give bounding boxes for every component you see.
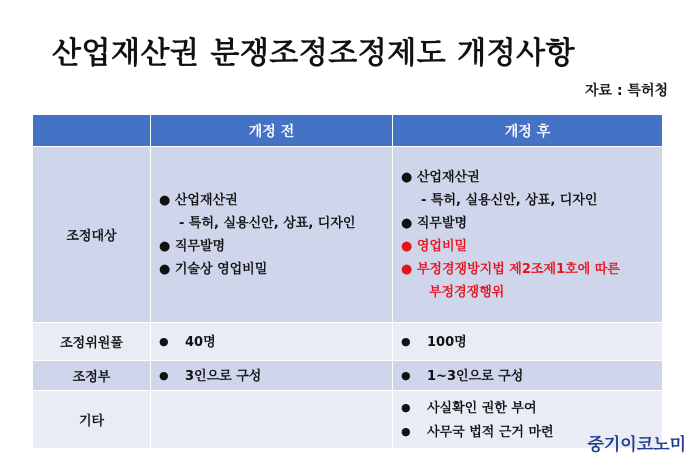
item-list: [393, 166, 662, 304]
list-item-highlight: ● 영업비밀: [401, 238, 468, 254]
bullet-icon: ●: [159, 334, 169, 348]
page-title: 산업재산권 분쟁조정조정제도 개정사항: [52, 36, 576, 71]
cell-after: [393, 361, 663, 391]
source-label: 자료 : 특허청: [585, 83, 668, 99]
header-empty: [33, 115, 151, 147]
table-row: [33, 391, 663, 449]
comparison-table: [32, 114, 663, 449]
table-row: [33, 147, 663, 323]
item-list: [151, 364, 392, 388]
list-item: [401, 330, 662, 354]
item-list: [393, 330, 662, 354]
bullet-icon: ●: [401, 368, 411, 382]
cell-after: [393, 323, 663, 361]
cell-before: [151, 323, 393, 361]
cell-before: [151, 391, 393, 449]
list-item: ● 직무발명: [401, 215, 468, 231]
row-label: 조정위원풀: [33, 323, 151, 361]
bullet-icon: ●: [401, 334, 411, 348]
table-header-row: [33, 115, 663, 147]
cell-after: [393, 147, 663, 323]
cell-value: 100명: [427, 334, 467, 350]
cell-before: [151, 147, 393, 323]
publisher-logo: 중기이코노미: [587, 435, 686, 455]
list-item-highlight: ● 부정경쟁방지법 제2조제1호에 따른: [401, 261, 620, 277]
cell-value: 사무국 법적 근거 마련: [427, 424, 554, 440]
bullet-icon: ●: [401, 400, 411, 414]
header-after: 개정 후: [393, 115, 663, 147]
list-item: ● 직무발명: [159, 238, 226, 254]
item-list: [151, 189, 392, 281]
list-item: ● 산업재산권: [401, 169, 480, 185]
list-item: [159, 364, 392, 388]
item-list: [151, 330, 392, 354]
list-item-highlight: 부정경쟁행위: [429, 284, 505, 300]
cell-before: [151, 361, 393, 391]
row-label: 조정대상: [33, 147, 151, 323]
header-before: 개정 전: [151, 115, 393, 147]
list-item: - 특허, 실용신안, 상표, 디자인: [179, 215, 356, 231]
table-row: [33, 323, 663, 361]
row-label: 조정부: [33, 361, 151, 391]
list-item: [159, 330, 392, 354]
bullet-icon: ●: [401, 424, 411, 438]
bullet-icon: ●: [159, 368, 169, 382]
row-label: 기타: [33, 391, 151, 449]
list-item: - 특허, 실용신안, 상표, 디자인: [421, 192, 598, 208]
cell-value: 3인으로 구성: [185, 368, 262, 384]
list-item: ● 기술상 영업비밀: [159, 261, 268, 277]
list-item: ● 산업재산권: [159, 192, 238, 208]
item-list: [393, 364, 662, 388]
list-item: [401, 364, 662, 388]
cell-value: 40명: [185, 334, 216, 350]
table-row: [33, 361, 663, 391]
cell-value: 1~3인으로 구성: [427, 368, 524, 384]
list-item: [401, 396, 662, 420]
cell-value: 사실확인 권한 부여: [427, 400, 537, 416]
